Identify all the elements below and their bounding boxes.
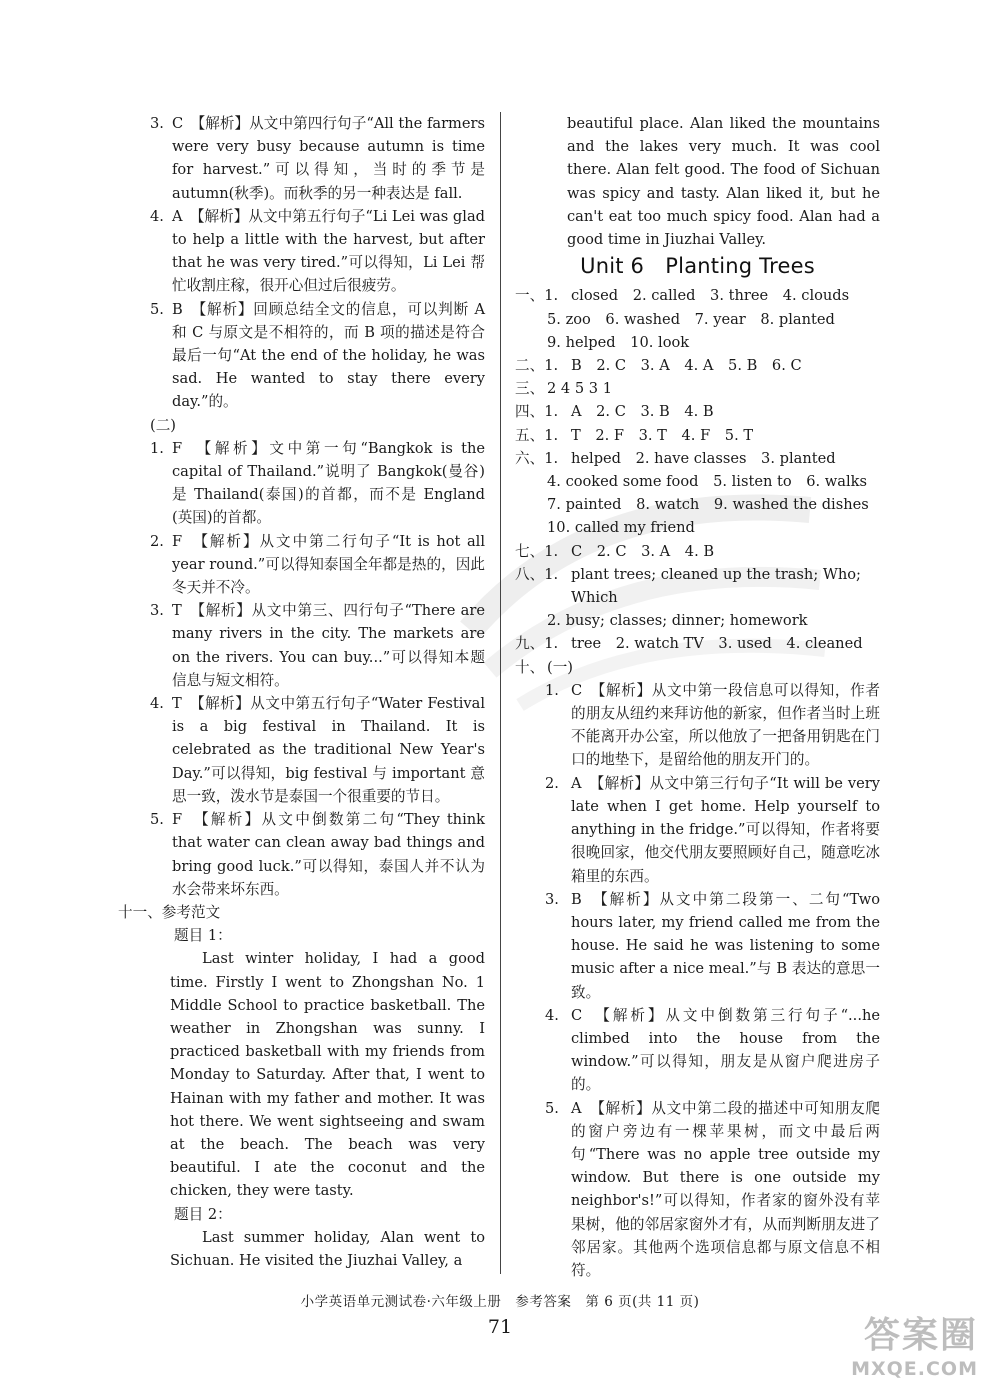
question-number: 5. xyxy=(545,1099,559,1117)
section-label: 二、1. xyxy=(515,357,559,375)
question-item xyxy=(150,808,485,901)
answer-section-8 xyxy=(515,563,880,586)
question-item xyxy=(150,692,485,808)
section-answers: 2 4 5 3 1 xyxy=(547,380,612,398)
question-number: 2. xyxy=(150,532,164,550)
question-item xyxy=(150,298,485,414)
question-item xyxy=(515,772,880,888)
question-item xyxy=(150,205,485,298)
section-answers: A 2. C 3. B 4. B xyxy=(571,403,714,421)
section-answers: 2. busy; classes; dinner; homework xyxy=(547,612,808,630)
answer-section-2 xyxy=(515,354,880,377)
right-column xyxy=(515,112,880,1282)
question-explanation: A 【解析】从文中第二段的描述中可知朋友爬的窗户旁边有一棵苹果树，而文中最后两句“There was no apple tree outside my window. But there is one outside my neighbor's!”可以得知，作者家的窗外没有苹果树，他的邻居家窗外才有，从而判断朋友进了邻居家。其他两个选项信息都与原文信息不相符。 xyxy=(571,1099,880,1279)
question-explanation: F 【解析】从文中第二行句子“It is hot all year round.”可以得知泰国全年都是热的，因此冬天并不冷。 xyxy=(172,532,485,597)
section-label: 六、1. xyxy=(515,449,559,467)
section-answers: closed 2. called 3. three 4. clouds xyxy=(571,287,850,305)
section-answers: (一) xyxy=(547,658,573,676)
question-number: 4. xyxy=(545,1006,559,1024)
question-number: 4. xyxy=(150,695,164,713)
question-explanation: A 【解析】从文中第三行句子“It will be very late when I get home. Help yourself to anything in the fridge.”可以得知，作者将要很晚回家，他交代朋友要照顾好自己，随意吃冰箱里的东西。 xyxy=(571,774,880,885)
question-item xyxy=(150,437,485,530)
question-explanation: F 【解析】从文中倒数第二句“They think that water can clean away bad things and bring good luck.”可以得知，泰国人并不认为水会带来坏东西。 xyxy=(172,811,485,898)
section-label: 三、 xyxy=(515,380,545,398)
answer-section-9 xyxy=(515,632,880,655)
answer-section-3 xyxy=(515,377,880,400)
section-answers: B 2. C 3. A 4. A 5. B 6. C xyxy=(571,357,802,375)
watermark-badge: 答案圈 xyxy=(863,1315,978,1356)
left-column xyxy=(118,112,485,1272)
topic-1-essay: Last winter holiday, I had a good time. Firstly I went to Zhongshan No. 1 Middle School to practice basketball. The weather in Zhongshan was sunny. I practiced basketball with my friends from Monday to Saturday. After that, I went to Hainan with my father and mother. It was hot there. We went sightseeing and swam at the beach. The beach was very beautiful. I ate the coconut and the chicken, they were tasty. xyxy=(170,950,485,1200)
section-answers: Which xyxy=(571,589,618,607)
answer-section-6 xyxy=(515,447,880,470)
question-number: 3. xyxy=(150,602,164,620)
section-two-heading: (二) xyxy=(150,416,176,434)
question-item xyxy=(515,888,880,1004)
section-eleven-heading: 十一、参考范文 xyxy=(118,903,221,921)
section-answers: 9. helped 10. look xyxy=(547,333,690,351)
topic-2-essay: Last summer holiday, Alan went to Sichuan. He visited the Jiuzhai Valley, a xyxy=(170,1228,485,1269)
site-watermark xyxy=(851,1307,978,1380)
question-number: 3. xyxy=(545,890,559,908)
question-number: 4. xyxy=(150,207,164,225)
section-label: 八、1. xyxy=(515,565,559,583)
section-answers: C 2. C 3. A 4. B xyxy=(571,542,715,560)
question-item xyxy=(150,112,485,205)
section-label: 一、1. xyxy=(515,287,559,305)
question-explanation: C 【解析】从文中倒数第三行句子“...he climbed into the house from the window.”可以得知，朋友是从窗户爬进房子的。 xyxy=(571,1006,880,1094)
section-answers: T 2. F 3. T 4. F 5. T xyxy=(571,426,754,444)
answer-section-4 xyxy=(515,400,880,423)
question-explanation: A 【解析】从文中第五行句子“Li Lei was glad to help a little with the harvest, but after that he was very tired.”可以得知，Li Lei 帮忙收割庄稼，很开心但过后很疲劳。 xyxy=(172,207,485,295)
question-explanation: B 【解析】从文中第二段第一、二句“Two hours later, my friend called me from the house. He said he was listening to some music after a nice meal.”与 B 表达的意思一致。 xyxy=(571,890,880,1001)
section-label: 五、1. xyxy=(515,426,559,444)
answer-section-7 xyxy=(515,540,880,563)
question-item xyxy=(515,1097,880,1283)
topic-2-essay-continued: beautiful place. Alan liked the mountains and the lakes very much. It was cool there. Alan felt good. The food of Sichuan was spicy and tasty. Alan liked it, but he can't eat too much spicy food. Alan had a good time in Jiuzhai Valley. xyxy=(567,115,880,249)
question-item xyxy=(150,530,485,600)
question-item xyxy=(515,1004,880,1097)
footer-caption: 小学英语单元测试卷·六年级上册 参考答案 第 6 页(共 11 页) xyxy=(300,1294,700,1310)
section-answers: 7. painted 8. watch 9. washed the dishes xyxy=(547,496,869,514)
topic-2-label: 题目 2： xyxy=(174,1205,232,1223)
answer-section-1 xyxy=(515,284,880,307)
page-number: 71 xyxy=(487,1316,513,1338)
question-item xyxy=(515,679,880,772)
section-answers: 5. zoo 6. washed 7. year 8. planted xyxy=(547,310,835,328)
watermark-url: MXQE.COM xyxy=(851,1358,978,1380)
section-answers: 4. cooked some food 5. listen to 6. walks xyxy=(547,473,867,491)
question-explanation: T 【解析】从文中第三、四行句子“There are many rivers in the city. The markets are on the rivers. You can buy...”可以得知本题信息与短文相符。 xyxy=(172,602,485,689)
question-number: 2. xyxy=(545,774,559,792)
answer-section-10 xyxy=(515,656,880,679)
question-number: 5. xyxy=(150,300,164,318)
unit-title: Unit 6 Planting Trees xyxy=(580,254,815,279)
question-list-part1 xyxy=(150,112,485,414)
question-item xyxy=(150,599,485,692)
section-answers: 10. called my friend xyxy=(547,519,695,537)
question-number: 3. xyxy=(150,115,164,132)
answer-section-5 xyxy=(515,424,880,447)
topic-1-label: 题目 1： xyxy=(174,927,232,945)
column-divider xyxy=(500,112,501,1274)
section-label: 九、1. xyxy=(515,635,559,653)
section-label: 七、1. xyxy=(515,542,559,560)
question-explanation: T 【解析】从文中第五行句子“Water Festival is a big festival in Thailand. It is celebrated as the traditional New Year's Day.”可以得知，big festival 与 important 意思一致，泼水节是泰国一个很重要的节日。 xyxy=(172,695,485,805)
section-answers: helped 2. have classes 3. planted xyxy=(571,449,836,467)
question-explanation: C 【解析】从文中第一段信息可以得知，作者的朋友从纽约来拜访他的新家，但作者当时上班不能离开办公室，所以他放了一把备用钥匙在门口的地垫下，是留给他的朋友开门的。 xyxy=(571,681,880,769)
section-answers: plant trees; cleaned up the trash; Who; xyxy=(571,565,861,583)
section-label: 十、 xyxy=(515,658,545,676)
question-explanation: B 【解析】回顾总结全文的信息，可以判断 A 和 C 与原文是不相符的，而 B 项的描述是符合最后一句“At the end of the holiday, he was sad. He wanted to stay there every day.”的。 xyxy=(172,300,485,411)
section-answers: tree 2. watch TV 3. used 4. cleaned xyxy=(571,635,863,653)
question-list-part2 xyxy=(150,437,485,901)
question-number: 5. xyxy=(150,811,164,829)
question-explanation: F 【解析】文中第一句“Bangkok is the capital of Thailand.”说明了 Bangkok(曼谷)是 Thailand(泰国)的首都，而不是 England (英国)的首都。 xyxy=(172,439,485,527)
section-label: 四、1. xyxy=(515,403,559,421)
question-number: 1. xyxy=(150,439,164,457)
question-explanation: C 【解析】从文中第四行句子“All the farmers were very busy because autumn is time for harvest.”可以得知，当时的季节是 autumn(秋季)。而秋季的另一种表达是 fall. xyxy=(172,115,485,202)
question-number: 1. xyxy=(545,681,559,699)
reading-question-list xyxy=(515,679,880,1282)
